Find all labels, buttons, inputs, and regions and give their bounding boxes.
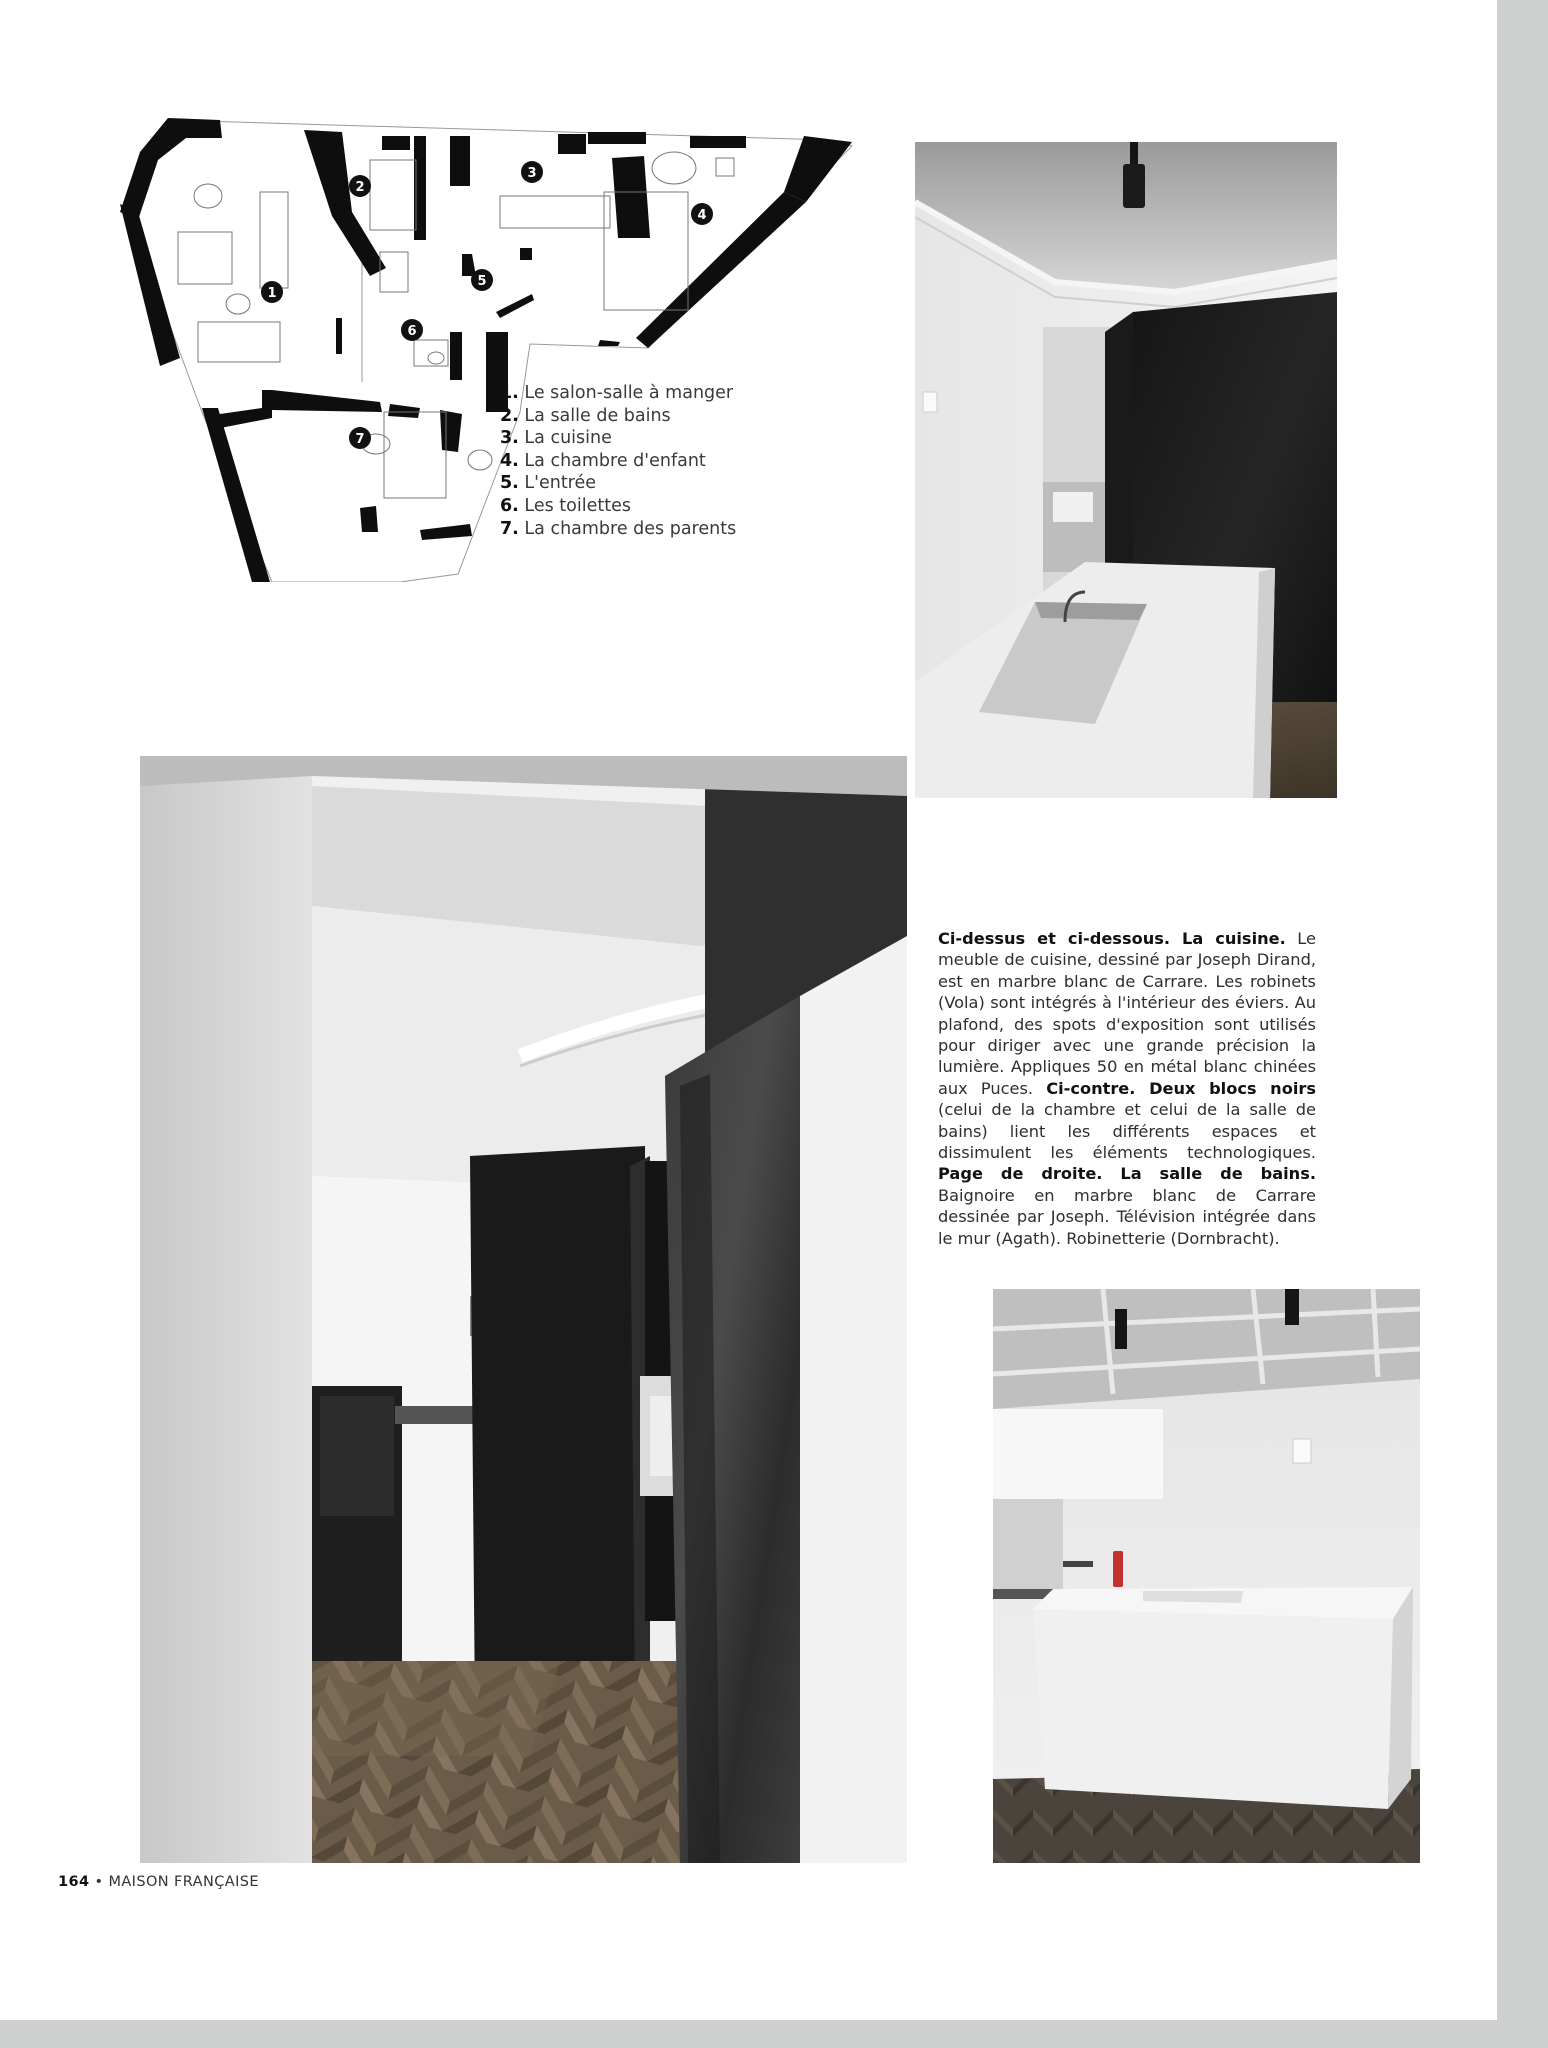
footer-separator: •	[89, 1874, 109, 1890]
legend-item: 4. La chambre d'enfant	[500, 450, 706, 471]
svg-text:7: 7	[355, 432, 365, 447]
photo-caption: Ci-dessus et ci-dessous. La cuisine. Le meuble de cuisine, dessiné par Joseph Dirand, est en marbre blanc de Carrare. Les robinets (Vola) sont intégrés à l'intérieur des éviers. Au plafond, des spots d'exposition sont utilisés pour diriger avec une grande précision la lumière. Appliques 50 en métal blanc chinées aux Puces. Ci-contre. Deux blocs noirs (celui de la chambre et celui de la salle de bains) lient les différents espaces et dissimulent les éléments technologiques. Page de droite. La salle de bains. Baignoire en marbre blanc de Carrare dessinée par Joseph. Télévision intégrée dans le mur (Agath). Robinetterie (Dornbracht).	[938, 929, 1316, 1248]
plan-marker-6	[401, 319, 423, 341]
legend-item: 1. Le salon-salle à manger	[500, 383, 734, 403]
plan-walls	[120, 118, 852, 582]
caption-heading-3: Page de droite. La salle de bains.	[938, 1164, 1316, 1184]
page-number: 164	[58, 1874, 90, 1890]
plan-marker-4	[691, 203, 713, 225]
caption-heading-1: Ci-dessus et ci-dessous. La cuisine.	[938, 929, 1286, 948]
svg-text:6: 6	[407, 324, 417, 339]
page-footer	[58, 1874, 259, 1890]
magazine-name: MAISON FRANÇAISE	[108, 1874, 259, 1890]
plan-marker-5	[471, 269, 493, 291]
photo-corridor	[140, 756, 907, 1863]
legend-item: 5. L'entrée	[500, 473, 597, 494]
photo-kitchen-top	[915, 142, 1337, 798]
svg-text:5: 5	[477, 274, 487, 289]
legend-item: 6. Les toilettes	[500, 495, 631, 516]
floor-plan	[120, 112, 860, 582]
svg-text:3: 3	[527, 166, 537, 181]
svg-text:1: 1	[267, 286, 277, 301]
legend-item: 7. La chambre des parents	[500, 518, 737, 539]
plan-marker-2	[349, 175, 371, 197]
plan-marker-1	[261, 281, 283, 303]
svg-text:2: 2	[355, 180, 365, 195]
plan-marker-3	[521, 161, 543, 183]
plan-legend	[500, 382, 736, 540]
legend-item: 2. La salle de bains	[500, 405, 671, 426]
svg-text:4: 4	[697, 208, 707, 223]
caption-heading-2: Ci-contre. Deux blocs noirs	[1046, 1078, 1316, 1098]
photo-kitchen-bottom	[993, 1289, 1420, 1863]
plan-marker-7	[349, 427, 371, 449]
legend-item: 3. La cuisine	[500, 428, 612, 449]
